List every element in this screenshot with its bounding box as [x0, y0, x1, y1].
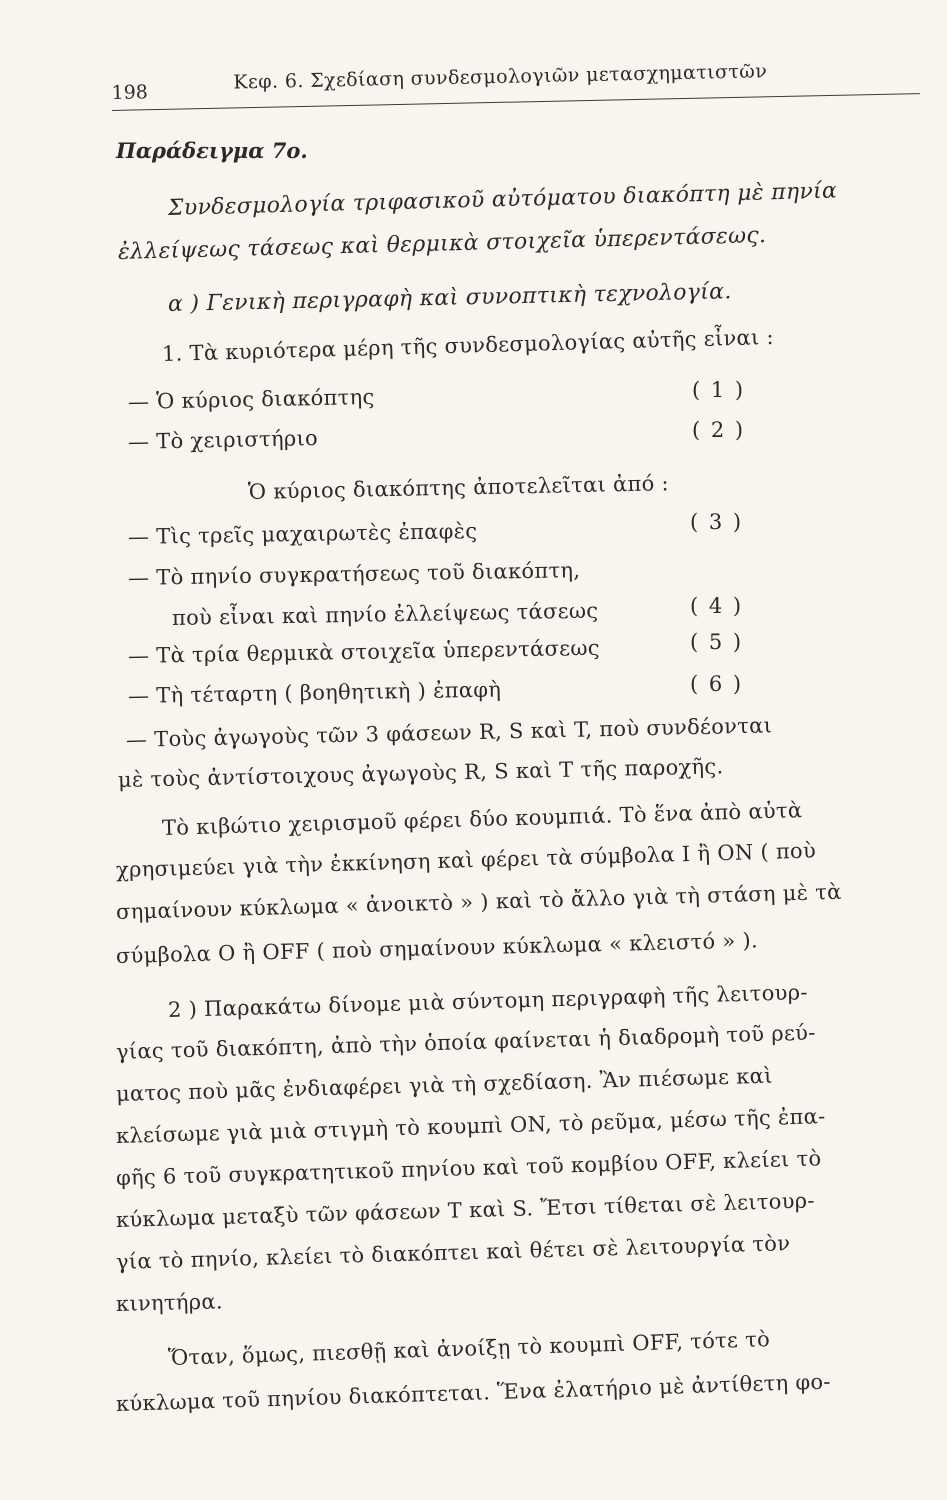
item-number: ( 3 ) [690, 510, 744, 534]
text-line: Ὅταν, ὅμως, πιεσθῇ καὶ ἀνοίξῃ τὸ κουμπὶ OFF, τότε τὸ [167, 1327, 771, 1370]
text-line: Τὸ κιβώτιο χειρισμοῦ φέρει δύο κουμπιά. Τὸ ἕνα ἀπὸ αὐτὰ [161, 798, 803, 840]
text-line: κύκλωμα τοῦ πηνίου διακόπτεται. Ἕνα ἐλατήριο μὲ ἀντίθετη φο- [115, 1369, 832, 1416]
item-number: ( 5 ) [690, 630, 744, 654]
running-head: Κεφ. 6. Σχεδίαση συνδεσμολογιῶν μετασχηματιστῶν [233, 60, 768, 94]
item-number: ( 2 ) [692, 418, 746, 442]
text-line: χρησιμεύει γιὰ τὴν ἐκκίνηση καὶ φέρει τὰ σύμβολα I ἢ ON ( ποὺ [115, 838, 817, 882]
text-line: ποὺ εἶναι καὶ πηνίο ἐλλείψεως τάσεως [171, 598, 599, 630]
text-line: κλείσωμε γιὰ μιὰ στιγμὴ τὸ κουμπὶ ON, τὸ ρεῦμα, μέσω τῆς ἐπα- [115, 1104, 826, 1148]
text-line: κινητήρα. [115, 1289, 224, 1316]
text-line: κύκλωμα μεταξὺ τῶν φάσεων T καὶ S. Ἔτσι τίθεται σὲ λειτουρ- [115, 1188, 816, 1232]
list-item-main-switch: — Ὁ κύριος διακόπτης [127, 384, 375, 414]
item-number: ( 1 ) [692, 378, 746, 402]
page-number: 198 [111, 81, 149, 105]
example-title: Παράδειγμα 7ο. [116, 138, 308, 163]
example-subtitle-line-1: Συνδεσμολογία τριφασικοῦ αὐτόματου διακόπτη μὲ πηνία [167, 178, 838, 221]
list-item-holding-coil: — Τὸ πηνίο συγκρατήσεως τοῦ διακόπτη, [127, 558, 581, 590]
list-item-conductors: — Τοὺς ἀγωγοὺς τῶν 3 φάσεων R, S καὶ T, ποὺ συνδέονται [125, 713, 773, 752]
text-line: μὲ τοὺς ἀντίστοιχους ἀγωγοὺς R, S καὶ T τῆς παροχῆς. [117, 754, 724, 792]
item-number: ( 6 ) [690, 672, 744, 696]
list-item-thermal-elements: — Τὰ τρία θερμικὰ στοιχεῖα ὑπερεντάσεως [127, 635, 601, 668]
text-line: 1. Τὰ κυριότερα μέρη τῆς συνδεσμολογίας αὐτῆς εἶναι : [161, 324, 775, 366]
text-line: ματος ποὺ μᾶς ἐνδιαφέρει γιὰ τὴ σχεδίαση. Ἂν πιέσωμε καὶ [115, 1063, 773, 1106]
example-subtitle-line-2: ἐλλείψεως τάσεως καὶ θερμικὰ στοιχεῖα ὑπερεντάσεως. [117, 223, 767, 265]
text-line: γία τὸ πηνίο, κλείει τὸ διακόπτει καὶ θέτει σὲ λειτουργία τὸν [115, 1231, 791, 1274]
text-line: σημαίνουν κύκλωμα « ἀνοικτὸ » ) καὶ τὸ ἄλλο γιὰ τὴ στάση μὲ τὰ [115, 879, 842, 924]
text-line: 2 ) Παρακάτω δίνομε μιὰ σύντομη περιγραφὴ τῆς λειτουρ- [167, 980, 809, 1022]
text-line: φῆς 6 τοῦ συγκρατητικοῦ πηνίου καὶ τοῦ κομβίου OFF, κλείει τὸ [115, 1146, 822, 1190]
list-item-auxiliary-contact: — Τὴ τέταρτη ( βοηθητικὴ ) ἐπαφὴ [127, 677, 502, 708]
item-number: ( 4 ) [690, 594, 744, 618]
page-header [111, 53, 920, 111]
list-item-contacts: — Τὶς τρεῖς μαχαιρωτὲς ἐπαφὲς [127, 518, 478, 549]
text-line: σύμβολα O ἢ OFF ( ποὺ σημαίνουν κύκλωμα « κλειστό » ). [115, 928, 759, 968]
text-line: Ὁ κύριος διακόπτης ἀποτελεῖται ἀπό : [247, 471, 670, 504]
text-line: γίας τοῦ διακόπτη, ἀπὸ τὴν ὁποία φαίνεται ἡ διαδρομὴ τοῦ ρεύ- [115, 1020, 816, 1064]
section-a-heading: α ) Γενικὴ περιγραφὴ καὶ συνοπτικὴ τεχνολογία. [167, 279, 732, 317]
list-item-controller: — Τὸ χειριστήριο [127, 426, 319, 454]
